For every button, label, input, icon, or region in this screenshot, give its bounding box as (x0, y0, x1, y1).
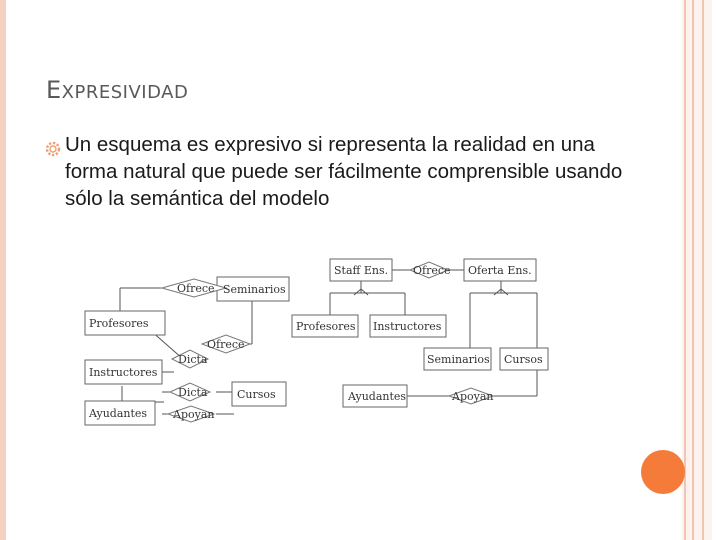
title-rest: XPRESIVIDAD (61, 82, 189, 103)
left-relation-ofrece-2: Ofrece (207, 338, 245, 351)
decorative-orange-circle (641, 450, 685, 494)
right-frame-band (682, 0, 712, 540)
right-entity-seminarios: Seminarios (427, 353, 490, 366)
body-paragraph: Un esquema es expresivo si representa la realidad en una forma natural que puede ser fácilmente comprensible usando sólo la semántica del modelo (65, 133, 623, 210)
left-relation-ofrece-1: Ofrece (177, 282, 215, 295)
right-entity-cursos: Cursos (504, 353, 543, 366)
right-entity-instructores: Instructores (373, 320, 442, 333)
right-entity-staff-ens: Staff Ens. (334, 264, 389, 277)
left-frame-border (0, 0, 6, 540)
left-entity-cursos: Cursos (237, 388, 276, 401)
left-entity-ayudantes: Ayudantes (89, 407, 148, 420)
right-frame-line (702, 0, 704, 540)
left-entity-seminarios: Seminarios (223, 283, 286, 296)
left-entity-profesores: Profesores (89, 317, 149, 330)
right-entity-ayudantes: Ayudantes (348, 390, 407, 403)
right-relation-ofrece: Ofrece (413, 264, 451, 277)
left-relation-dicta-1: Dicta (178, 353, 208, 366)
left-entity-instructores: Instructores (89, 366, 158, 379)
slide-title (46, 76, 188, 104)
title-initial: E (46, 76, 62, 104)
right-relation-apoyan: Apoyan (452, 390, 494, 403)
left-relation-apoyan: Apoyan (173, 408, 215, 421)
right-entity-oferta-ens: Oferta Ens. (468, 264, 532, 277)
er-diagram-comparison (80, 255, 560, 435)
gear-bullet-icon (44, 140, 62, 158)
left-relation-dicta-2: Dicta (178, 386, 208, 399)
right-entity-profesores: Profesores (296, 320, 356, 333)
